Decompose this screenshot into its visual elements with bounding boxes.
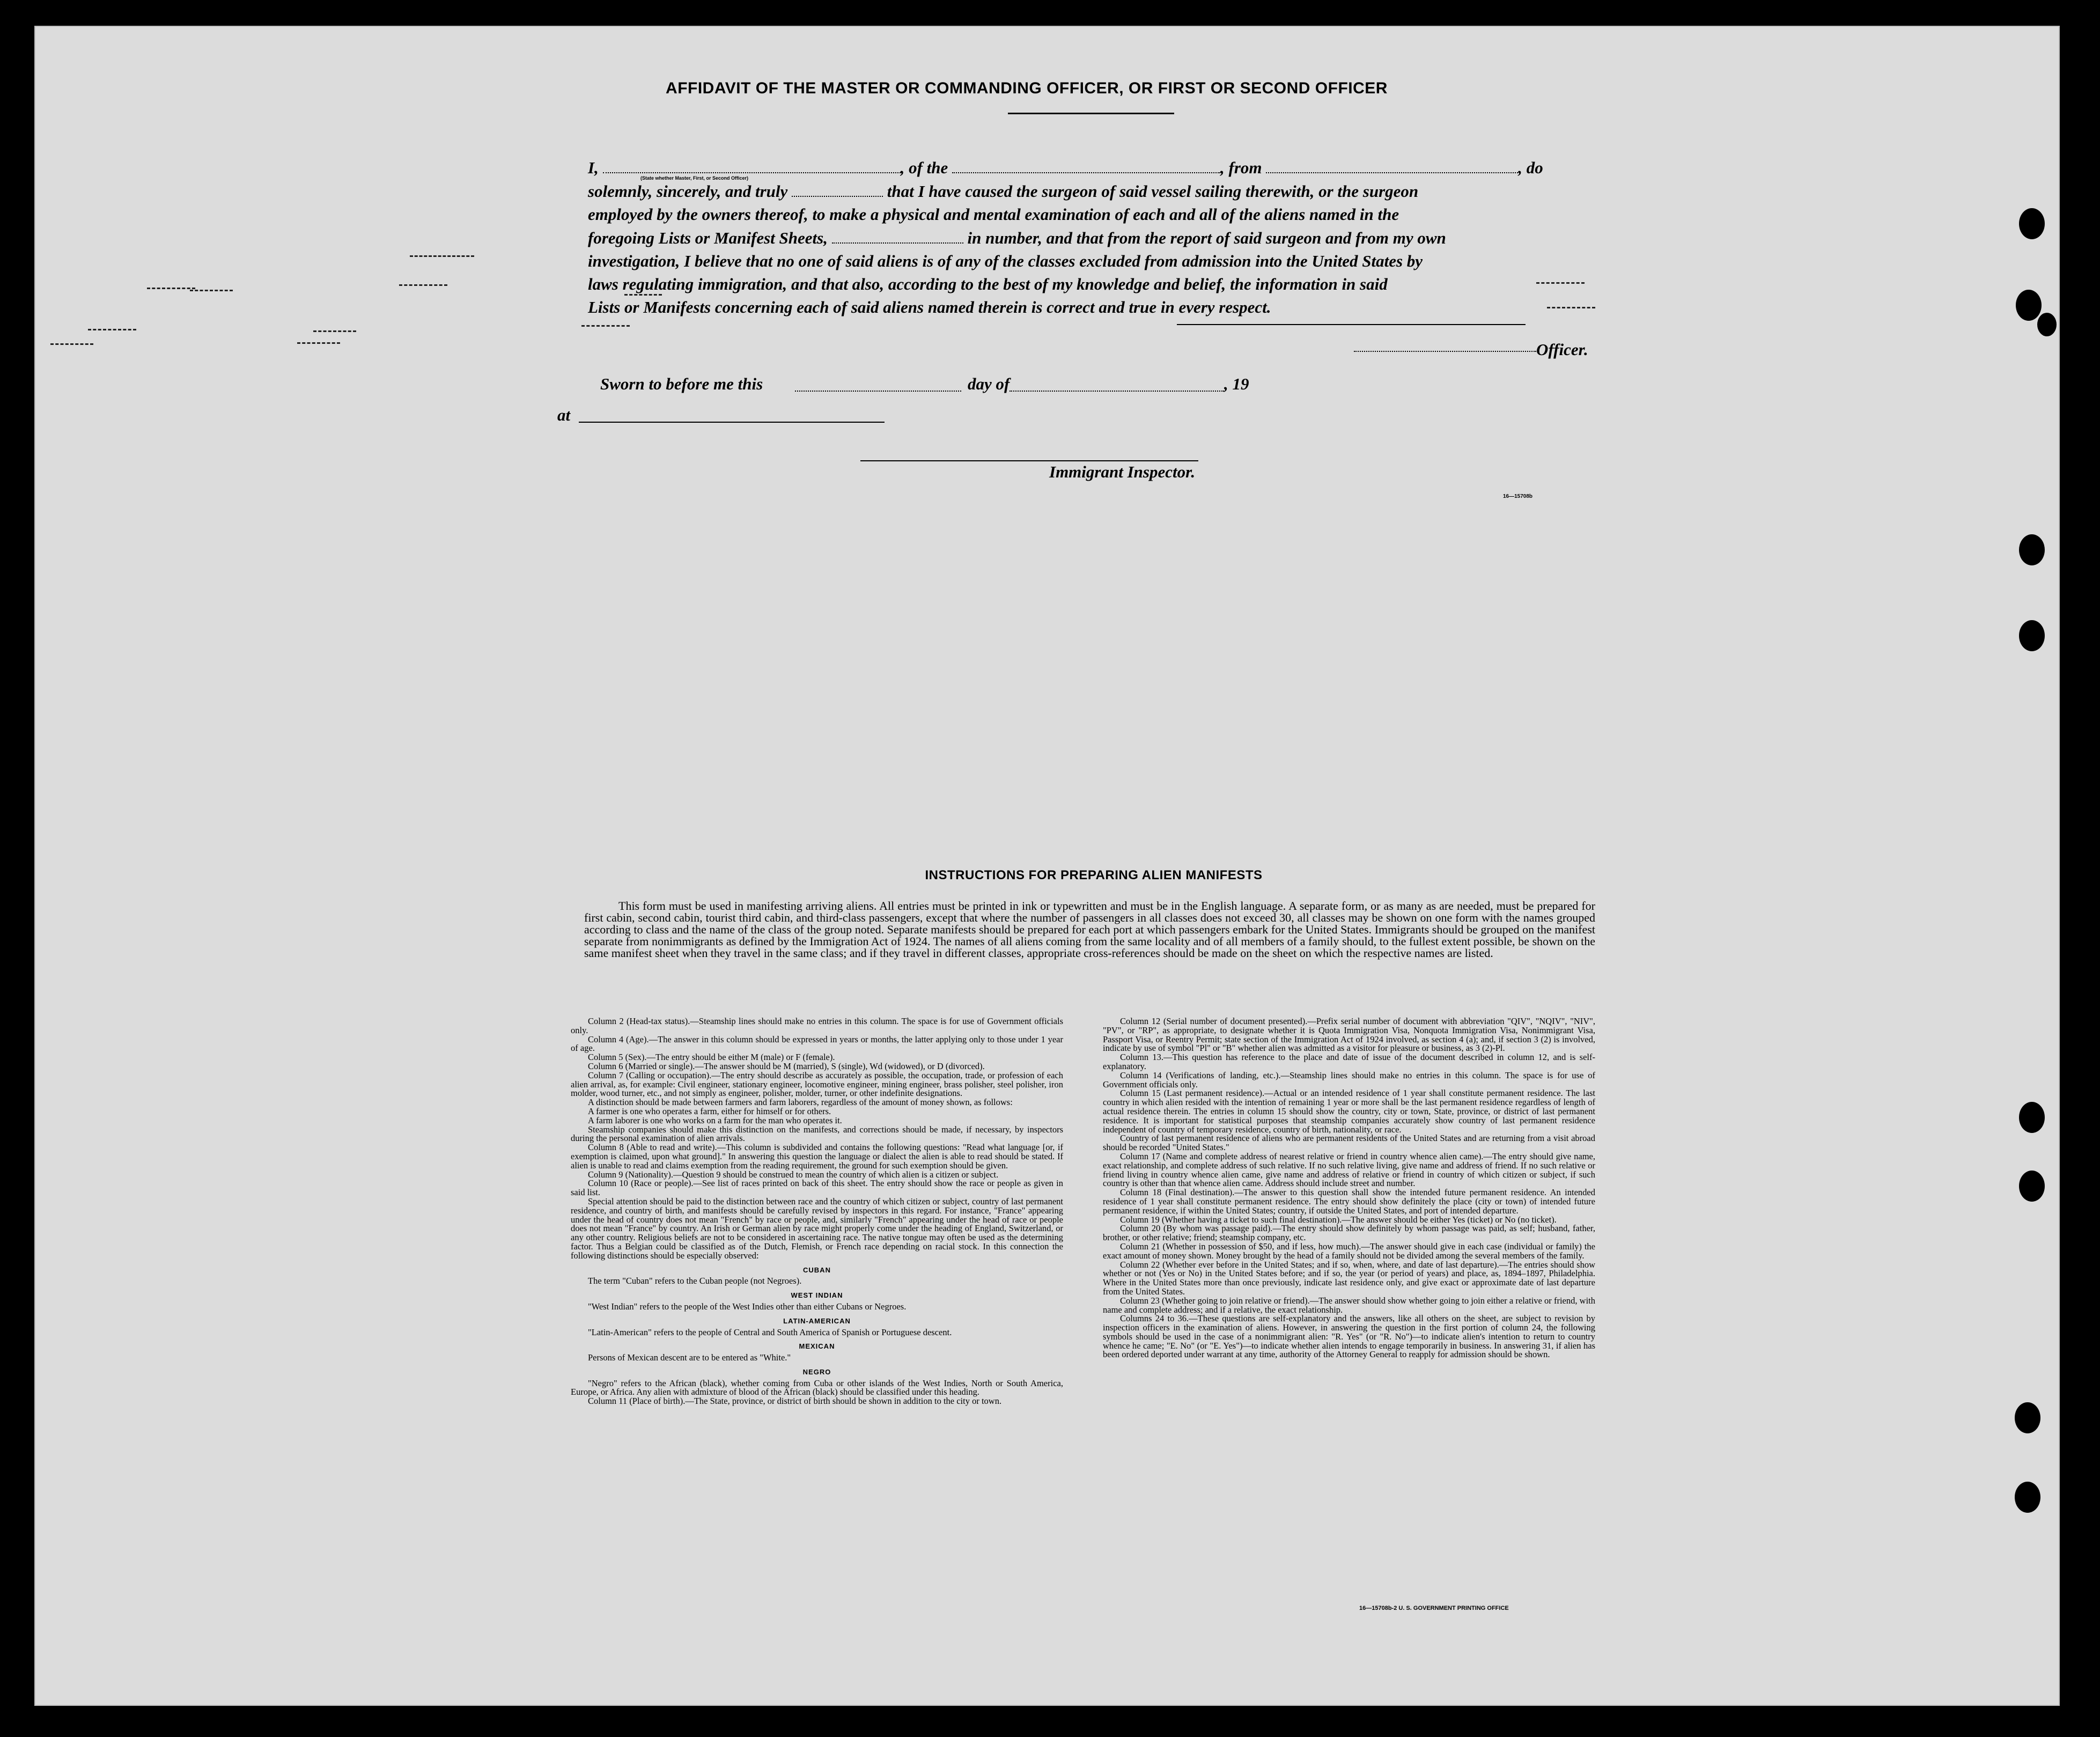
race-definition: "Negro" refers to the African (black), whether coming from Cuba or other islands of the West Indies, North or South America, Europe, or Africa. Any alien with admixture of blood of the African (black) should be classified under this heading. [571,1378,1063,1397]
race-definition: Persons of Mexican descent are to be entered as "White." [588,1352,791,1363]
smudge-mark [410,255,474,259]
inspector-label: Immigrant Inspector. [1049,462,1196,481]
officer-signature-line[interactable] [1177,324,1526,325]
instruction-paragraph: Column 12 (Serial number of document presented).—Prefix serial number of document with abbreviation "QIV", "NQIV", "NIV", "PV", or "RP", as appropriate, to designate whether it is Quota Immigration Visa, Nonquota Immigration Visa, Nonimmigrant Visa, Passport Visa, or Reentry Permit; state section of the Immigration Act of 1924 involved, as section 4 (a); and, if section 3 (2) is involved, indicate by use of symbol "Pl" or "B" whether alien was admitted as a visitor for pleasure or business, as 3 (2)-Pl. [1103,1016,1595,1054]
affidavit-text: in number, and that from the report of said surgeon and from my own [967,229,1446,247]
instruction-paragraph: Steamship companies should make this distinction on the manifests, and corrections should be made, if necessary, by inspectors during the personal examination of alien arrivals. [571,1124,1063,1144]
officer-title-line[interactable] [1354,351,1536,352]
race-heading: NEGRO [802,1367,831,1376]
oath-field[interactable] [792,179,883,197]
instruction-paragraph: Column 20 (By whom was passage paid).—The entry should show definitely by whom passage was paid, as self; husband, father, brother, or other relative; friend; steamship company, etc. [1103,1223,1595,1243]
race-heading: WEST INDIAN [791,1291,843,1300]
instruction-paragraph: Special attention should be paid to the distinction between race and the country of which citizen or subject, country of last permanent residence, and country of birth, and manifests should be carefully revised by inspectors in this regard. For instance, "France" appearing under the head of country does not mean "French" by race or people, and, similarly "French" appearing under the head of race or people does not mean "France" by country. An Irish or German alien by race might properly come under the heading of England, Switzerland, or any other country. Religious beliefs are not to be considered in ascertaining race. The native tongue may often be used as the determining factor. Thus a Belgian could be classified as of the Dutch, Flemish, or French race depending on racial stock. In this connection the following distinctions should be especially observed: [571,1196,1063,1261]
affidavit-line: employed by the owners thereof, to make a physical and mental examination of each and all of the aliens named in the [588,205,1399,224]
affidavit-title: AFFIDAVIT OF THE MASTER OR COMMANDING OFFICER, OR FIRST OR SECOND OFFICER [666,79,1388,97]
instruction-paragraph: A farmer is one who operates a farm, either for himself or for others. [588,1106,831,1116]
instruction-paragraph: Column 15 (Last permanent residence).—Actual or an intended residence of 1 year shall constitute permanent residence. The last country in which alien resided with the intention of remaining 1 year or more shall be the last permanent residence regardless of length of actual residence therein. The entries in column 15 should show the country, city or town, State, province, or district of last permanent residence. It is important for statistical purposes that steamship companies accurately show country of last permanent residence independent of country of temporary residence, country of birth, nationality, or race. [1103,1088,1595,1135]
instruction-paragraph: Column 4 (Age).—The answer in this column should be expressed in years or months, the latter applying only to those under 1 year of age. [571,1034,1063,1054]
instruction-paragraph: Columns 24 to 36.—These questions are self-explanatory and the answers, like all others on the sheet, are subject to revision by inspection officers in the examination of aliens. However, in answering the question in the first portion of column 24, the following symbols should be used in the case of a nonimmigrant alien: "R. Yes" (or "R. No")—to indicate alien's intention to return to country whence he came; "E. No" (or "E. Yes")—to indicate whether alien intends to engage temporarily in business. In answering 31, if alien has been ordered deported under warrant at any time, authority of the Attorney General to reapply for admission should be shown. [1103,1313,1595,1360]
port-field[interactable] [1266,156,1518,173]
smudge-mark [147,288,195,291]
affidavit-line [588,226,1623,249]
affidavit-text: that I have caused the surgeon of said vessel sailing therewith, or the surgeon [887,182,1419,201]
vessel-field[interactable] [952,156,1220,173]
affidavit-line: laws regulating immigration, and that also, according to the best of my knowledge and belief, the information in said [588,275,1388,293]
affidavit-line: investigation, I believe that no one of said aliens is of any of the classes excluded from admission into the United States by [588,252,1423,270]
punch-hole-icon [2019,534,2045,565]
instruction-paragraph: Column 18 (Final destination).—The answer to this question shall show the intended future permanent residence. An intended residence of 1 year shall constitute permanent residence. The entry should show definitely the place (city or town) of intended future permanent residence, if within the United States; country, if outside the United States, and port of intended departure. [1103,1187,1595,1216]
sheet-count-field[interactable] [832,226,963,244]
smudge-mark [50,343,93,347]
instruction-paragraph: Column 10 (Race or people).—See list of races printed on back of this sheet. The entry should show the race or people as given in said list. [571,1178,1063,1198]
instruction-paragraph: Column 14 (Verifications of landing, etc.).—Steamship lines should make no entries in this column. The space is for use of Government officials only. [1103,1070,1595,1090]
instructions-left-column [571,1017,1063,1406]
race-definition: The term "Cuban" refers to the Cuban people (not Negroes). [588,1276,802,1286]
instructions-right-column [1103,1017,1595,1359]
sworn-label: Sworn to before me this [600,374,763,393]
form-number: 16—15708b [1503,494,1533,499]
instruction-paragraph: Column 2 (Head-tax status).—Steamship lines should make no entries in this column. The space is for use of Government officials only. [571,1016,1063,1035]
instruction-paragraph: Column 22 (Whether ever before in the United States; and if so, when, where, and date of last departure).—The entries should show whether or not (Yes or No) in the United States before; and if so, the year (or period of years) and place, as, 1894–1897, Philadelphia. Where in the United States more than once previously, indicate last residence only, and give exact or approximate date of last departure from the United States. [1103,1259,1595,1297]
officer-name-field[interactable] [603,156,901,173]
smudge-mark [297,342,340,345]
affidavit-line [588,179,1623,203]
race-definition: "Latin-American" refers to the people of Central and South America of Spanish or Portuguese descent. [588,1327,952,1337]
title-rule [1008,113,1174,114]
instruction-paragraph: Column 19 (Whether having a ticket to such final destination).—The answer should be either Yes (ticket) or No (no ticket). [1120,1214,1557,1225]
instruction-paragraph: Column 6 (Married or single).—The answer should be M (married), S (single), Wd (widowed), or D (divorced). [588,1061,985,1071]
instruction-paragraph: Column 7 (Calling or occupation).—The entry should describe as accurately as possible, the occupation, trade, or profession of each alien arrival, as, for example: Civil engineer, stationary engineer, locomotive engineer, mining engineer, brass polisher, steel polisher, iron molder, wood turner, etc., and not simply as engineer, polisher, molder, turner, or other indefinite designations. [571,1070,1063,1099]
instruction-paragraph: Column 23 (Whether going to join relative or friend).—The answer should show whether going to join either a relative or friend, with name and complete address; and if a relative, the exact relationship. [1103,1295,1595,1315]
affidavit-text: solemnly, sincerely, and truly [588,182,788,201]
instruction-paragraph: Column 5 (Sex).—The entry should be either M (male) or F (female). [588,1052,835,1063]
affidavit-text: , of the [900,158,948,177]
punch-hole-icon [2019,620,2045,651]
smudge-mark [190,290,233,293]
at-label: at [557,406,571,424]
instructions-intro: This form must be used in manifesting arriving aliens. All entries must be printed in ink or typewritten and must be in the English language. A separate form, or as many as are needed, must be prepared for first cabin, second cabin, tourist third cabin, and third-class passengers, except that where the number of passengers in all classes does not exceed 30, all classes may be shown on one form with the names grouped according to class and the name of the class of the group noted. Separate manifests should be prepared for each port at which passengers embark for the United States. Immigrants should be grouped on the manifest separate from nonimmigrants as defined by the Immigration Act of 1924. The names of all aliens coming from the same locality and of all members of a family should, to the fullest extent possible, be shown on the same manifest sheet when they travel in the same class; and if they travel in different classes, appropriate cross-references should be made on the sheet on which the respective names are listed. [584,899,1595,960]
officer-rank-note: (State whether Master, First, or Second Officer) [640,175,749,181]
printing-office-footer: 16—15708b-2 U. S. GOVERNMENT PRINTING OFFICE [1359,1605,1509,1611]
smudge-mark [581,325,630,328]
race-heading: LATIN-AMERICAN [783,1316,851,1325]
smudge-mark [88,329,136,332]
smudge-mark [399,284,447,288]
affidavit-text: , from [1220,158,1262,177]
punch-hole-icon [2019,1102,2045,1133]
punch-hole-icon [2019,1171,2045,1202]
inspector-signature-line[interactable] [860,460,1198,461]
affidavit-text: I, [588,158,599,177]
affidavit-line: Lists or Manifests concerning each of said aliens named therein is correct and true in every respect. [588,298,1271,317]
race-heading: MEXICAN [799,1342,835,1351]
instruction-paragraph: Column 21 (Whether in possession of $50, and if less, how much).—The answer should give in each case (individual or family) the exact amount of money shown. Money brought by the head of a family should not be divided among the several members of the family. [1103,1241,1595,1261]
instructions-title: INSTRUCTIONS FOR PREPARING ALIEN MANIFESTS [925,868,1263,882]
instruction-paragraph: Column 11 (Place of birth).—The State, province, or district of birth should be shown in addition to the city or town. [588,1396,1002,1407]
year-label: , 19 [1224,374,1249,393]
punch-hole-icon [2015,1482,2040,1513]
sworn-day-field[interactable] [795,391,961,392]
instruction-paragraph: Country of last permanent residence of aliens who are permanent residents of the United States and are returning from a visit abroad should be recorded "United States." [1103,1133,1595,1153]
officer-label: Officer. [1536,340,1588,359]
instruction-paragraph: Column 17 (Name and complete address of nearest relative or friend in country whence alien came).—The entry should give name, exact relationship, and complete address of such relative. If no such relative living, give name and address of friend. If no such relative or friend living in country whence alien came, give name and address of relative or friend in country of which citizen or subject, if such country is other than that whence alien came. Address should include street and number. [1103,1151,1595,1189]
affidavit-text: foregoing Lists or Manifest Sheets, [588,229,828,247]
instruction-paragraph: Column 13.—This question has reference to the place and date of issue of the document described in column 12, and is self-explanatory. [1103,1052,1595,1071]
instruction-paragraph: Column 8 (Able to read and write).—This column is subdivided and contains the following questions: "Read what language [or, if exemption is claimed, upon what ground]." In answering this question the language or dialect the alien is able to read should be stated. If alien is unable to read and claims exemption from the reading requirement, the ground for such exemption should be given. [571,1142,1063,1171]
instruction-paragraph: A distinction should be made between farmers and farm laborers, regardless of the amount of money shown, as follows: [588,1097,1013,1108]
sworn-month-field[interactable] [1010,391,1224,392]
location-field[interactable] [579,422,885,423]
day-of-label: day of [968,374,1010,393]
instruction-paragraph: A farm laborer is one who works on a farm for the man who operates it. [588,1115,842,1125]
punch-hole-icon [2019,208,2045,239]
document-sheet [34,26,2060,1706]
affidavit-text: , do [1518,158,1543,177]
smudge-mark [313,330,356,334]
race-heading: CUBAN [803,1265,831,1274]
instruction-paragraph: Column 9 (Nationality).—Question 9 should be construed to mean the country of which alien is a citizen or subject. [588,1169,999,1180]
punch-hole-icon [2016,290,2042,321]
punch-hole-icon [2037,313,2057,336]
punch-hole-icon [2015,1402,2040,1433]
race-definition: "West Indian" refers to the people of the West Indies other than either Cubans or Negroes. [588,1301,907,1312]
